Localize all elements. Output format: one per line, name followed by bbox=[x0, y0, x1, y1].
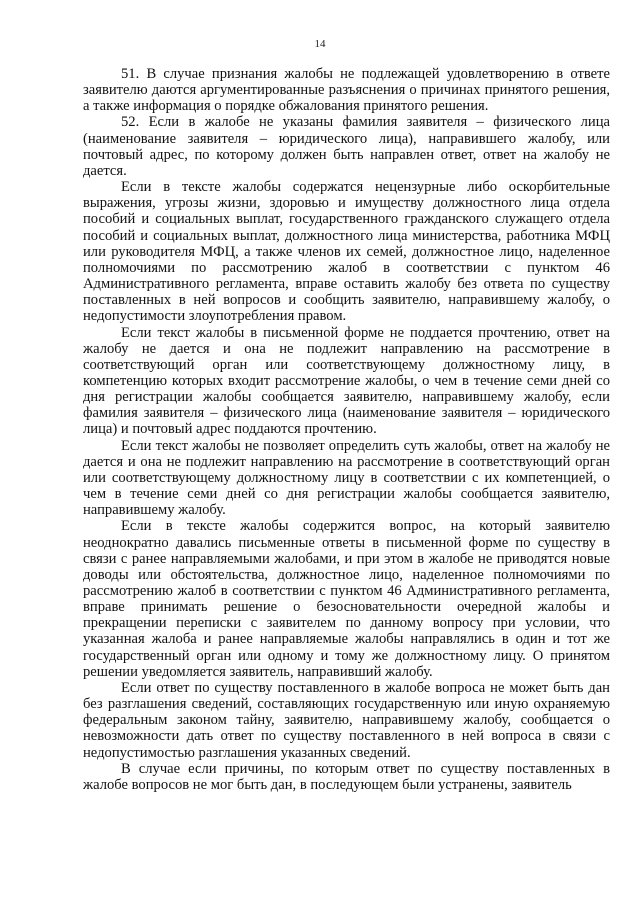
paragraph-51: 51. В случае признания жалобы не подлежащей удовлетворению в ответе заявителю даются аргументированные разъяснения о причинах принятого решения, а также информация о порядке обжалования принятого решения. bbox=[83, 66, 610, 115]
paragraph-unreadable-text: Если текст жалобы в письменной форме не поддается прочтению, ответ на жалобу не дается и она не подлежит направлению на рассмотрение в соответствующий орган или соответствующему должностному лицу, в компетенцию которых входит рассмотрение жалобы, о чем в течение семи дней со дня регистрации жалобы сообщается заявителю, направившему жалобу, если фамилия заявителя – физического лица (наименование заявителя – юридического лица) и почтовый адрес поддаются прочтению. bbox=[83, 324, 610, 438]
page-number: 14 bbox=[314, 38, 326, 50]
paragraph-unclear-essence: Если текст жалобы не позволяет определить суть жалобы, ответ на жалобу не дается и она не подлежит направлению на рассмотрение в соответствующий орган или соответствующему должностному лицу в соответствии с их компетенцией, о чем в течение семи дней со дня регистрации жалобы сообщается заявителю, направившему жалобу. bbox=[83, 437, 610, 519]
paragraph-52: 52. Если в жалобе не указаны фамилия заявителя – физического лица (наименование заявителя – юридического лица), направившего жалобу, или почтовый адрес, по которому должен быть направлен ответ, ответ на жалобу не дается. bbox=[83, 114, 610, 179]
document-body bbox=[83, 66, 610, 793]
paragraph-repeated-question: Если в тексте жалобы содержится вопрос, на который заявителю неоднократно давались письменные ответы в письменной форме по существу в связи с ранее направляемыми жалобами, и при этом в жалобе не приводятся новые доводы или обстоятельства, должностное лицо, наделенное полномочиями по рассмотрению жалоб в соответствии с пунктом 46 Административного регламента, вправе принимать решение о безосновательности очередной жалобы и прекращении переписки с заявителем по данному вопросу при условии, что указанная жалоба и ранее направляемые жалобы направлялись в один и тот же государственный орган или одному и тому же должностному лицу. О принятом решении уведомляется заявитель, направивший жалобу. bbox=[83, 518, 610, 680]
paragraph-obscene-content: Если в тексте жалобы содержатся нецензурные либо оскорбительные выражения, угрозы жизни, здоровью и имуществу должностного лица отдела пособий и социальных выплат, государственного гражданского служащего отдела пособий и социальных выплат, должностного лица министерства, работника МФЦ или руководителя МФЦ, а также членов их семей, должностное лицо, наделенное полномочиями по рассмотрению жалоб в соответствии с пунктом 46 Административного регламента, вправе оставить жалобу без ответа по существу поставленных в ней вопросов и сообщить заявителю, направившему жалобу, о недопустимости злоупотребления правом. bbox=[83, 179, 610, 325]
paragraph-secret-information: Если ответ по существу поставленного в жалобе вопроса не может быть дан без разглашения сведений, составляющих государственную или иную охраняемую федеральным законом тайну, заявителю, направившему жалобу, сообщается о невозможности дать ответ по существу поставленного в ней вопроса в связи с недопустимостью разглашения указанных сведений. bbox=[83, 679, 610, 761]
paragraph-reasons-eliminated: В случае если причины, по которым ответ по существу поставленных в жалобе вопросов не мог быть дан, в последующем были устранены, заявитель bbox=[83, 760, 610, 793]
